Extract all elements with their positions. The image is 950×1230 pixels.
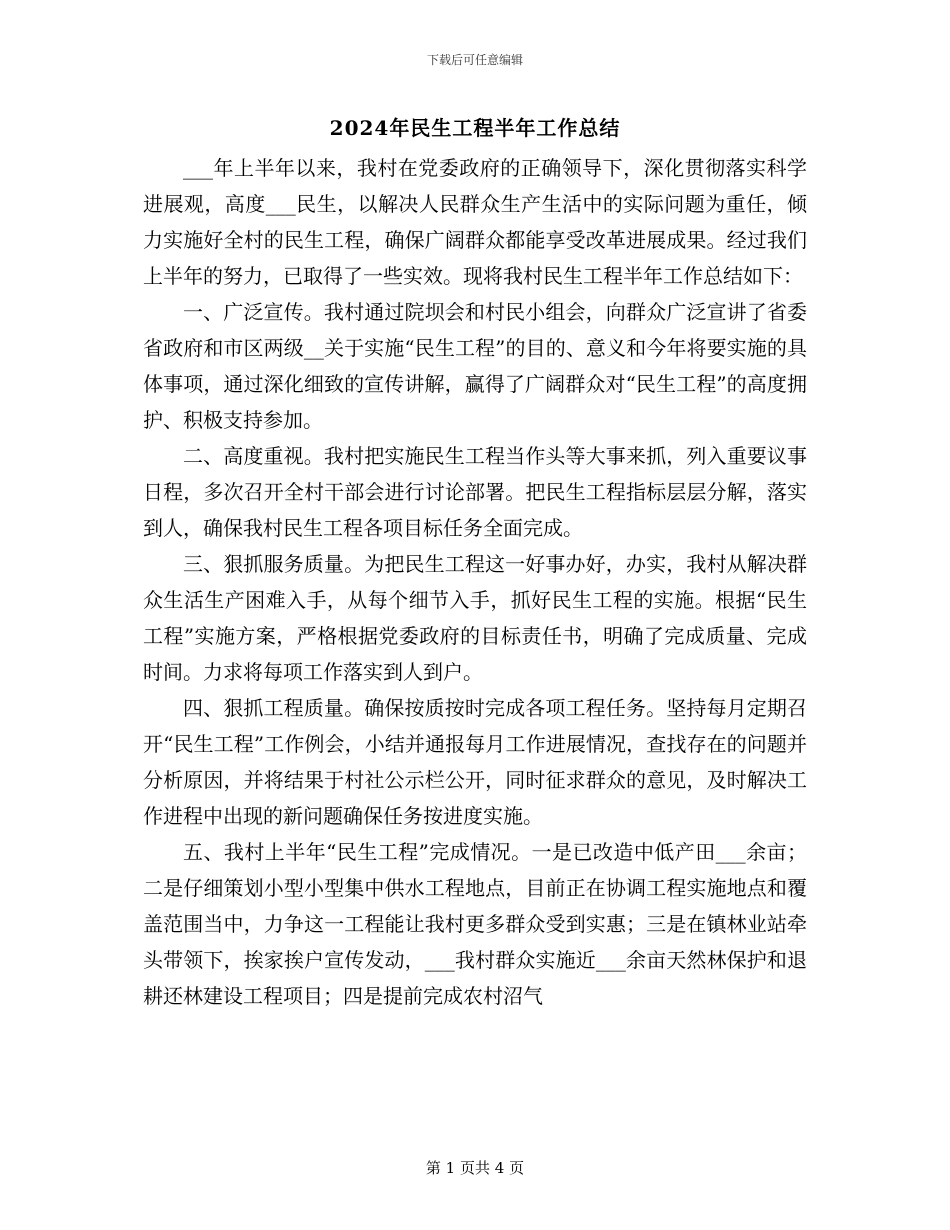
paragraph-attention: 二、高度重视。我村把实施民生工程当作头等大事来抓，列入重要议事日程，多次召开全村干部会进行讨论部署。把民生工程指标层层分解，落实到人，确保我村民生工程各项目标任务全面完成。 [143, 444, 807, 540]
page-number-footer: 第 1 页共 4 页 [425, 1159, 525, 1177]
document-title: 2024年民生工程半年工作总结 [329, 116, 621, 140]
paragraph-intro: ___年上半年以来，我村在党委政府的正确领导下，深化贯彻落实科学进展观，高度___民生，以解决人民群众生产生活中的实际问题为重任，倾力实施好全村的民生工程，确保广阔群众都能享受改革进展成果。经过我们上半年的努力，已取得了一些实效。现将我村民生工程半年工作总结如下： [143, 156, 807, 288]
page-header-note: 下载后可任意编辑 [426, 53, 523, 67]
document-body [143, 150, 807, 1014]
paragraph-completion-status: 五、我村上半年“民生工程”完成情况。一是已改造中低产田___余亩；二是仔细策划小型小型集中供水工程地点，目前正在协调工程实施地点和覆盖范围当中，力争这一工程能让我村更多群众受到实惠；三是在镇林业站牵头带领下，挨家挨户宣传发动，___我村群众实施近___余亩天然林保护和退耕还林建设工程项目；四是提前完成农村沼气 [143, 840, 807, 1008]
paragraph-project-quality: 四、狠抓工程质量。确保按质按时完成各项工程任务。坚持每月定期召开“民生工程”工作例会，小结并通报每月工作进展情况，查找存在的问题并分析原因，并将结果于村社公示栏公开，同时征求群众的意见，及时解决工作进程中出现的新问题确保任务按进度实施。 [143, 696, 807, 828]
paragraph-publicity: 一、广泛宣传。我村通过院坝会和村民小组会，向群众广泛宣讲了省委省政府和市区两级__关于实施“民生工程”的目的、意义和今年将要实施的具体事项，通过深化细致的宣传讲解，赢得了广阔群众对“民生工程”的高度拥护、积极支持参加。 [143, 300, 807, 432]
paragraph-service-quality: 三、狠抓服务质量。为把民生工程这一好事办好，办实，我村从解决群众生活生产困难入手，从每个细节入手，抓好民生工程的实施。根据“民生工程”实施方案，严格根据党委政府的目标责任书，明确了完成质量、完成时间。力求将每项工作落实到人到户。 [143, 552, 807, 684]
